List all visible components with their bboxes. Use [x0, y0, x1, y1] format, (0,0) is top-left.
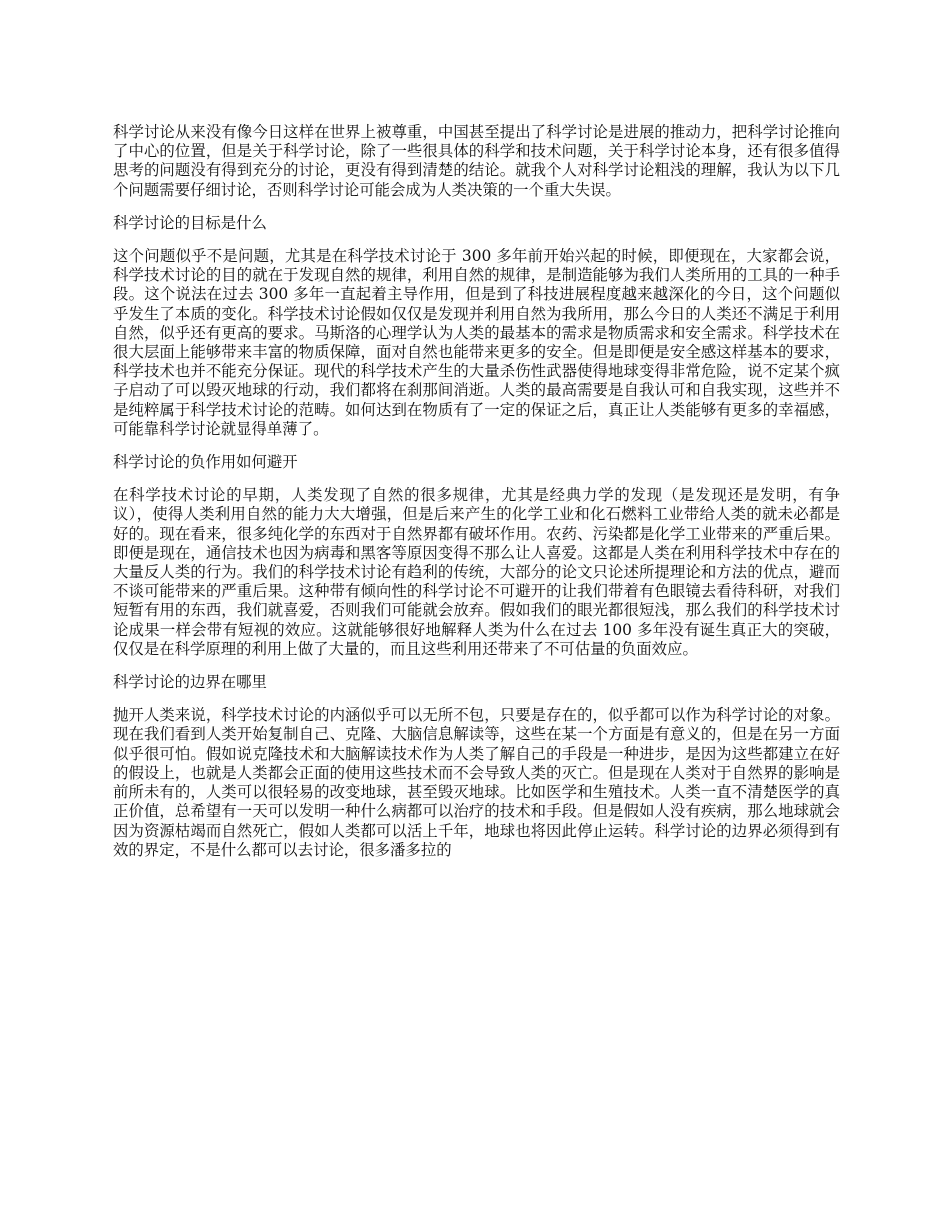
intro-paragraph: 科学讨论从来没有像今日这样在世界上被尊重，中国甚至提出了科学讨论是进展的推动力，把科学讨论推向了中心的位置，但是关于科学讨论，除了一些很具体的科学和技术问题，关于科学讨论本身，还有很多值得思考的问题没有得到充分的讨论，更没有得到清楚的结论。就我个人对科学讨论粗浅的理解，我认为以下几个问题需要仔细讨论，否则科学讨论可能会成为人类决策的一个重大失误。 — [113, 123, 840, 199]
document-page — [113, 123, 840, 874]
section-heading-side-effects: 科学讨论的负作用如何避开 — [113, 453, 298, 472]
section-heading-goal: 科学讨论的目标是什么 — [113, 213, 267, 232]
section-body-side-effects: 在科学技术讨论的早期，人类发现了自然的很多规律，尤其是经典力学的发现（是发现还是发明，有争议），使得人类利用自然的能力大大增强，但是后来产生的化学工业和化石燃料工业带给人类的就未必都是好的。现在看来，很多纯化学的东西对于自然界都有破坏作用。农药、污染都是化学工业带来的严重后果。即便是现在，通信技术也因为病毒和黑客等原因变得不那么让人喜爱。这都是人类在利用科学技术中存在的大量反人类的行为。我们的科学技术讨论有趋利的传统，大部分的论文只论述所提理论和方法的优点，避而不谈可能带来的严重后果。这种带有倾向性的科学讨论不可避开的让我们带着有色眼镜去看待科研，对我们短暂有用的东西，我们就喜爱，否则我们可能就会放弃。假如我们的眼光都很短浅，那么我们的科学技术讨论成果一样会带有短视的效应。这就能够很好地解释人类为什么在过去 100 多年没有诞生真正大的突破，仅仅是在科学原理的利用上做了大量的，而且这些利用还带来了不可估量的负面效应。 — [113, 486, 840, 658]
section-body-boundary: 抛开人类来说，科学技术讨论的内涵似乎可以无所不包，只要是存在的，似乎都可以作为科学讨论的对象。现在我们看到人类开始复制自己、克隆、大脑信息解读等，这些在某一个方面是有意义的，但是在另一方面似乎很可怕。假如说克隆技术和大脑解读技术作为人类了解自己的手段是一种进步，是因为这些都建立在好的假设上，也就是人类都会正面的使用这些技术而不会导致人类的灭亡。但是现在人类对于自然界的影响是前所未有的，人类可以很轻易的改变地球，甚至毁灭地球。比如医学和生殖技术。人类一直不清楚医学的真正价值，总希望有一天可以发明一种什么病都可以治疗的技术和手段。但是假如人没有疾病，那么地球就会因为资源枯竭而自然死亡，假如人类都可以活上千年，地球也将因此停止运转。科学讨论的边界必须得到有效的界定，不是什么都可以去讨论，很多潘多拉的 — [113, 706, 840, 859]
section-heading-boundary: 科学讨论的边界在哪里 — [113, 673, 267, 692]
section-body-goal: 这个问题似乎不是问题，尤其是在科学技术讨论于 300 多年前开始兴起的时候，即便现在，大家都会说，科学技术讨论的目的就在于发现自然的规律，利用自然的规律，是制造能够为我们人类所用的工具的一种手段。这个说法在过去 300 多年一直起着主导作用，但是到了科技进展程度越来越深化的今日，这个问题似乎发生了本质的变化。科学技术讨论假如仅仅是发现并利用自然为我所用，那么今日的人类还不满足于利用自然，似乎还有更高的要求。马斯洛的心理学认为人类的最基本的需求是物质需求和安全需求。科学技术在很大层面上能够带来丰富的物质保障，面对自然也能带来更多的安全。但是即便是安全感这样基本的要求，科学技术也并不能充分保证。现代的科学技术产生的大量杀伤性武器使得地球变得非常危险，说不定某个疯子启动了可以毁灭地球的行动，我们都将在刹那间消逝。人类的最高需要是自我认可和自我实现，这些并不是纯粹属于科学技术讨论的范畴。如何达到在物质有了一定的保证之后，真正让人类能够有更多的幸福感，可能靠科学讨论就显得单薄了。 — [113, 247, 840, 438]
